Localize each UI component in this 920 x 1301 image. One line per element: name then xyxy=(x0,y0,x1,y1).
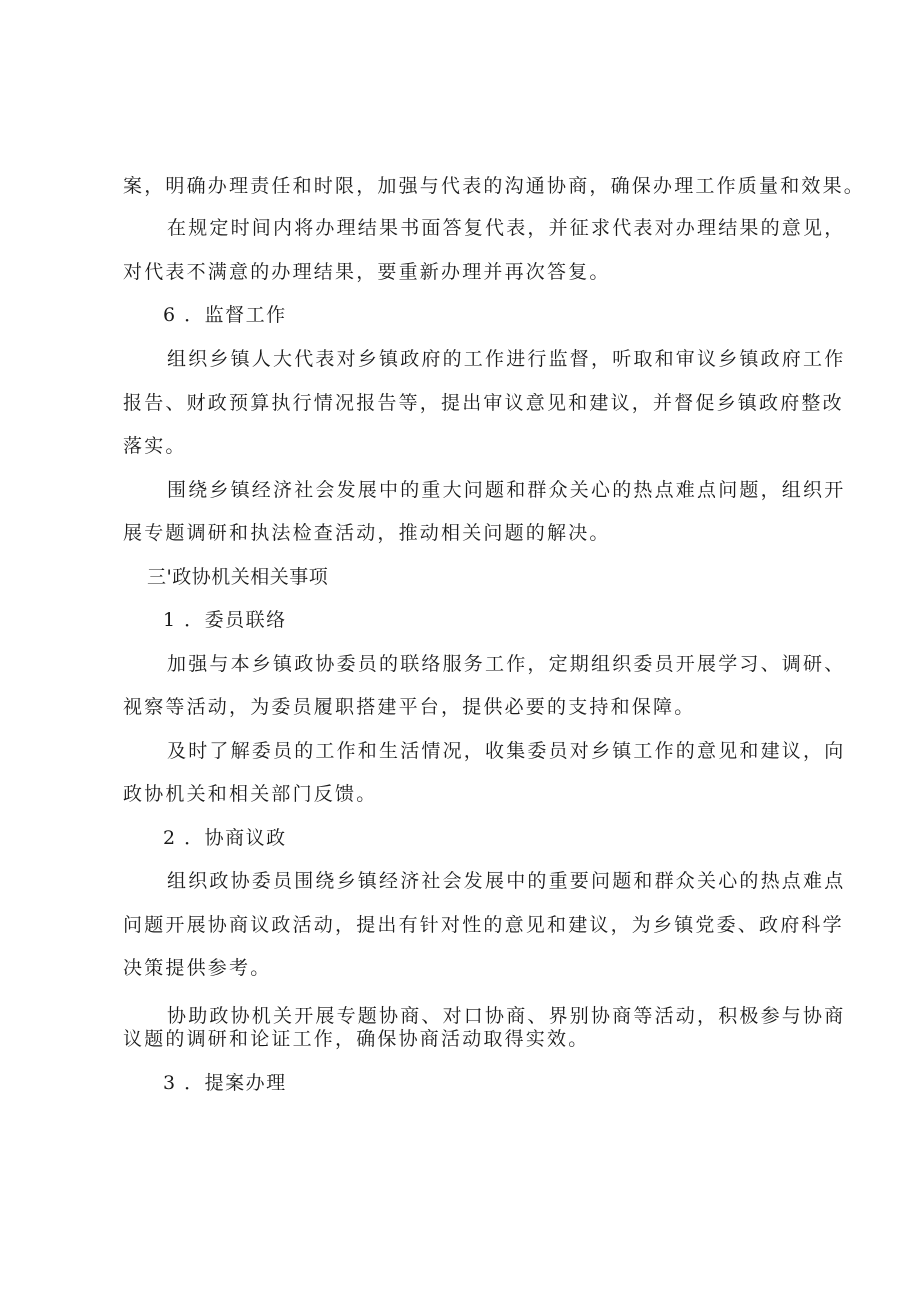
paragraph-line: 问题开展协商议政活动，提出有针对性的意见和建议，为乡镇党委、政府科学 xyxy=(123,914,844,936)
paragraph-line: 决策提供参考。 xyxy=(123,957,272,979)
paragraph-line: 围绕乡镇经济社会发展中的重大问题和群众关心的热点难点问题，组织开 xyxy=(167,479,846,501)
paragraph-line: 案，明确办理责任和时限，加强与代表的沟通协商，确保办理工作质量和效果。 xyxy=(123,175,866,197)
paragraph-line: 报告、财政预算执行情况报告等，提出审议意见和建议，并督促乡镇政府整改 xyxy=(123,392,844,414)
subheading-supervision: 6 ．监督工作 xyxy=(163,304,287,326)
paragraph-line: 落实。 xyxy=(123,435,187,457)
paragraph-line: 议题的调研和论证工作，确保协商活动取得实效。 xyxy=(123,1028,590,1050)
paragraph-line: 政协机关和相关部门反馈。 xyxy=(123,783,378,805)
subheading-consultation: 2 ．协商议政 xyxy=(163,827,287,849)
subheading-proposal-handling: 3 ．提案办理 xyxy=(163,1072,287,1094)
paragraph-line: 组织乡镇人大代表对乡镇政府的工作进行监督，听取和审议乡镇政府工作 xyxy=(167,348,846,370)
paragraph-line: 对代表不满意的办理结果，要重新办理并再次答复。 xyxy=(123,261,611,283)
paragraph-line: 组织政协委员围绕乡镇经济社会发展中的重要问题和群众关心的热点难点 xyxy=(167,870,846,892)
paragraph-line: 在规定时间内将办理结果书面答复代表，并征求代表对办理结果的意见， xyxy=(167,217,846,239)
subheading-member-liaison: 1 ．委员联络 xyxy=(163,609,287,631)
paragraph-line: 展专题调研和执法检查活动，推动相关问题的解决。 xyxy=(123,522,611,544)
paragraph-line: 视察等活动，为委员履职搭建平台，提供必要的支持和保障。 xyxy=(123,696,696,718)
paragraph-line: 及时了解委员的工作和生活情况，收集委员对乡镇工作的意见和建议，向 xyxy=(167,740,846,762)
paragraph-line: 协助政协机关开展专题协商、对口协商、界别协商等活动，积极参与协商 xyxy=(167,1005,846,1027)
section-title: 三'政协机关相关事项 xyxy=(147,566,329,588)
paragraph-line: 加强与本乡镇政协委员的联络服务工作，定期组织委员开展学习、调研、 xyxy=(167,653,846,675)
